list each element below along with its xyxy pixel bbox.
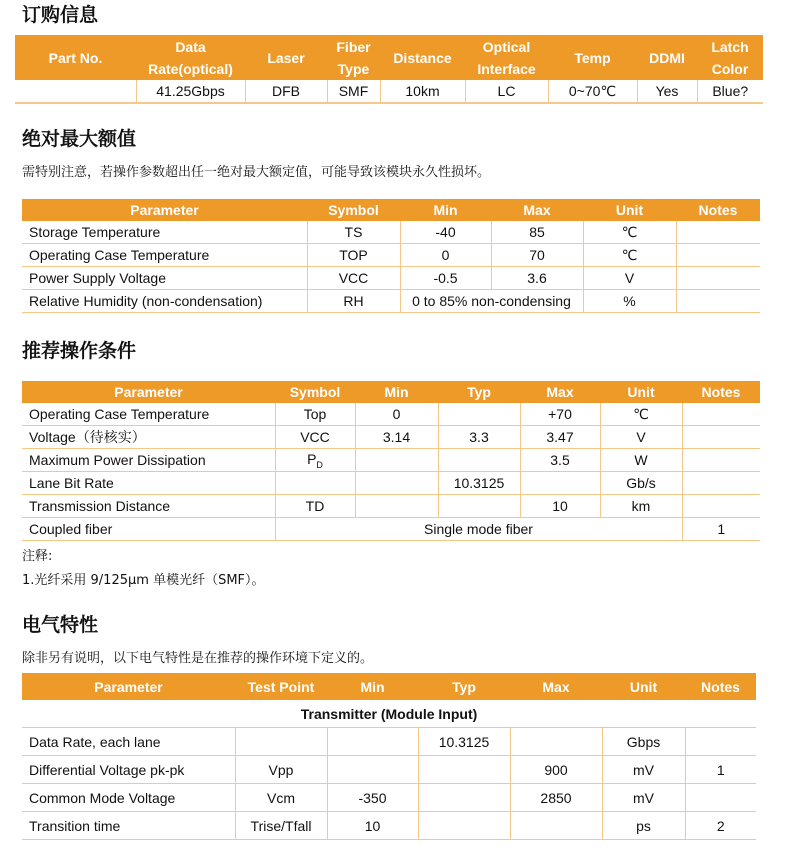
column-header: Notes [676,199,760,221]
cell: Transition time [22,812,235,840]
header-row [22,673,756,700]
cell [355,449,438,472]
table-row [22,472,760,495]
table-row [15,80,763,103]
cell [327,756,418,784]
ordering-title: 订购信息 [22,4,99,26]
cell: Blue? [697,80,763,103]
cell [682,426,760,449]
note-label: 注释: [22,549,53,564]
cell [685,784,756,812]
cell: Power Supply Voltage [22,267,307,290]
header-row [22,381,760,403]
cell: DFB [245,80,327,103]
cell: km [600,495,682,518]
cell [418,784,510,812]
cell: 85 [491,221,583,244]
column-header: Unit [600,381,682,403]
recommended-title: 推荐操作条件 [22,340,137,362]
absolute-table [22,199,760,313]
cell: +70 [520,403,600,426]
column-header: Notes [682,381,760,403]
cell: 1 [685,756,756,784]
cell: TOP [307,244,400,267]
column-header: Typ [418,673,510,700]
cell: Yes [637,80,697,103]
cell [327,728,418,756]
cell: Storage Temperature [22,221,307,244]
column-header: Symbol [307,199,400,221]
column-header: Data Rate(optical) [136,35,245,80]
table-row [22,221,760,244]
cell: 10.3125 [418,728,510,756]
table-row [22,784,756,812]
electrical-desc: 除非另有说明，以下电气特性是在推荐的操作环境下定义的。 [22,651,374,666]
cell: 10 [520,495,600,518]
cell: 10.3125 [438,472,520,495]
cell: -0.5 [400,267,491,290]
column-header: Max [510,673,602,700]
cell: -40 [400,221,491,244]
cell [682,449,760,472]
table-row [22,756,756,784]
cell [682,403,760,426]
column-header: Part No. [15,35,136,80]
cell: 3.14 [355,426,438,449]
cell [510,728,602,756]
absolute-desc: 需特别注意，若操作参数超出任一绝对最大额定值，可能导致该模块永久性损坏。 [22,165,491,180]
column-header: Symbol [275,381,355,403]
column-header: Parameter [22,381,275,403]
cell: Differential Voltage pk-pk [22,756,235,784]
cell: 900 [510,756,602,784]
table-row [22,728,756,756]
table-row [22,449,760,472]
cell: TD [275,495,355,518]
cell [676,221,760,244]
cell: 0 [400,244,491,267]
section-row [22,700,756,728]
cell: 10 [327,812,418,840]
absolute-title: 绝对最大额值 [22,128,137,150]
cell: Vcm [235,784,327,812]
table-row [22,426,760,449]
column-header: Parameter [22,673,235,700]
cell [438,403,520,426]
column-header: Max [491,199,583,221]
cell: Maximum Power Dissipation [22,449,275,472]
column-header: Laser [245,35,327,80]
cell: mV [602,784,685,812]
cell [438,449,520,472]
cell [275,472,355,495]
cell: ℃ [583,221,676,244]
cell [235,728,327,756]
cell: 70 [491,244,583,267]
table-row [22,403,760,426]
cell [355,495,438,518]
table-row [22,290,760,313]
cell: Single mode fiber [275,518,682,541]
cell [418,812,510,840]
cell: Gb/s [600,472,682,495]
cell [520,472,600,495]
cell: ℃ [583,244,676,267]
cell [510,812,602,840]
cell: 2 [685,812,756,840]
cell: Coupled fiber [22,518,275,541]
cell [676,267,760,290]
column-header: Distance [380,35,465,80]
cell: Operating Case Temperature [22,244,307,267]
header-row [22,199,760,221]
cell: SMF [327,80,380,103]
cell: 3.3 [438,426,520,449]
column-header: Test Point [235,673,327,700]
cell: 1 [682,518,760,541]
cell: 0 to 85% non-condensing [400,290,583,313]
column-header: Typ [438,381,520,403]
cell: V [600,426,682,449]
cell [682,472,760,495]
electrical-table [22,673,756,840]
cell [15,80,136,103]
cell: RH [307,290,400,313]
cell: Vpp [235,756,327,784]
recommended-table [22,381,760,541]
column-header: Min [400,199,491,221]
cell: Voltage（待核实） [22,426,275,449]
cell: 41.25Gbps [136,80,245,103]
table-row [22,812,756,840]
cell: Gbps [602,728,685,756]
cell [676,290,760,313]
cell: Top [275,403,355,426]
cell: Lane Bit Rate [22,472,275,495]
cell: % [583,290,676,313]
column-header: Latch Color [697,35,763,80]
cell [676,244,760,267]
cell: $P_D$ [275,449,355,472]
cell: ps [602,812,685,840]
cell [685,728,756,756]
column-header: Optical Interface [465,35,548,80]
electrical-title: 电气特性 [22,614,99,636]
cell: mV [602,756,685,784]
cell: 3.47 [520,426,600,449]
column-header: Fiber Type [327,35,380,80]
cell [682,495,760,518]
cell [355,472,438,495]
table-row [22,267,760,290]
table-row [22,244,760,267]
note-1: 1.光纤采用 9/125μm 单模光纤（SMF）。 [22,573,265,588]
cell: 10km [380,80,465,103]
cell: V [583,267,676,290]
cell: Trise/Tfall [235,812,327,840]
header-row [15,35,763,80]
cell: -350 [327,784,418,812]
column-header: Min [355,381,438,403]
cell: Data Rate, each lane [22,728,235,756]
column-header: DDMI [637,35,697,80]
cell: 0 [355,403,438,426]
cell: LC [465,80,548,103]
cell: VCC [275,426,355,449]
column-header: Max [520,381,600,403]
subscript: D [316,459,323,470]
cell [438,495,520,518]
column-header: Unit [583,199,676,221]
column-header: Notes [685,673,756,700]
cell: ℃ [600,403,682,426]
cell: Relative Humidity (non-condensation) [22,290,307,313]
cell: 3.6 [491,267,583,290]
cell: TS [307,221,400,244]
cell: VCC [307,267,400,290]
cell: 2850 [510,784,602,812]
ordering-table [15,35,763,104]
column-header: Min [327,673,418,700]
cell: Transmission Distance [22,495,275,518]
cell: 0~70℃ [548,80,637,103]
cell: Operating Case Temperature [22,403,275,426]
section-label: Transmitter (Module Input) [22,700,756,728]
table-row [22,495,760,518]
column-header: Temp [548,35,637,80]
cell: 3.5 [520,449,600,472]
table-row [22,518,760,541]
cell [418,756,510,784]
column-header: Parameter [22,199,307,221]
cell: Common Mode Voltage [22,784,235,812]
cell: W [600,449,682,472]
column-header: Unit [602,673,685,700]
